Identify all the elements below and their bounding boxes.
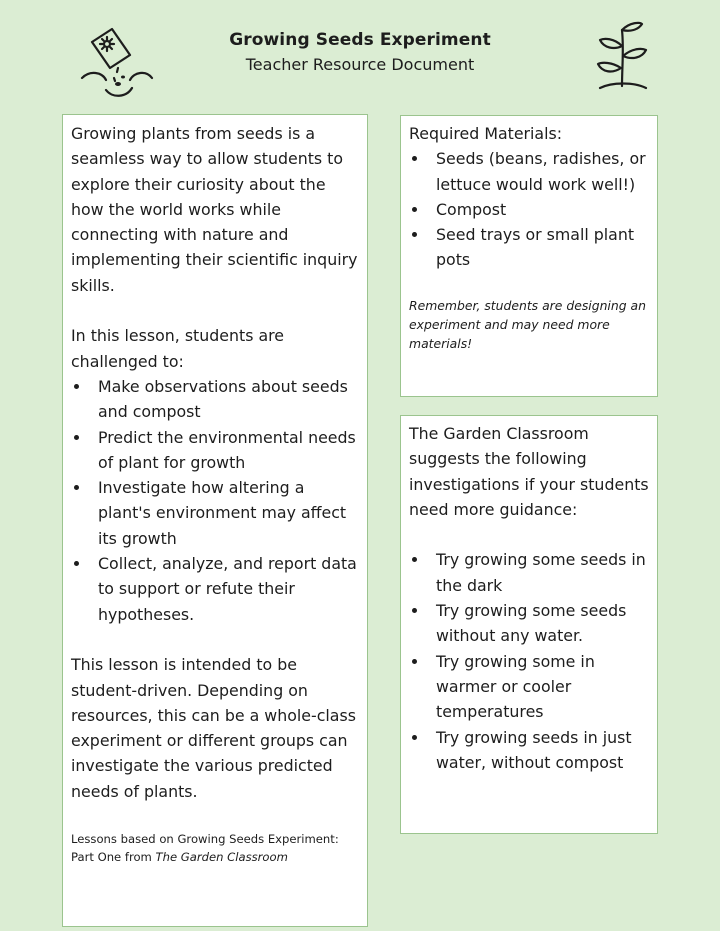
list-item: Try growing seeds in just water, without compost xyxy=(436,725,649,776)
list-item: Try growing some in warmer or cooler temperatures xyxy=(436,649,649,725)
materials-list xyxy=(409,146,649,272)
list-item: Collect, analyze, and report data to support or refute their hypotheses. xyxy=(98,551,359,627)
list-item: Try growing some seeds without any water. xyxy=(436,598,649,649)
list-item: Compost xyxy=(436,197,649,222)
student-driven-paragraph: This lesson is intended to be student-driven. Depending on resources, this can be a whole-class experiment or different groups can investigate the various predicted needs of plants. xyxy=(71,655,356,801)
list-item: Seeds (beans, radishes, or lettuce would work well!) xyxy=(436,146,649,197)
credit-source: The Garden Classroom xyxy=(155,850,288,865)
materials-card xyxy=(400,115,658,397)
intro-card xyxy=(62,114,368,927)
list-item: Seed trays or small plant pots xyxy=(436,222,649,273)
investigations-list xyxy=(409,547,649,775)
objectives-list xyxy=(71,374,359,627)
source-credit xyxy=(71,830,359,866)
list-item: Investigate how altering a plant's environment may affect its growth xyxy=(98,475,359,551)
page-subtitle: Teacher Resource Document xyxy=(245,55,475,74)
investigations-card xyxy=(400,415,658,834)
investigations-intro: The Garden Classroom suggests the following investigations if your students need more guidance: xyxy=(409,424,649,519)
sprouting-plant-icon xyxy=(592,16,652,92)
lesson-lead: In this lesson, students are challenged to: xyxy=(71,326,285,371)
page-title: Growing Seeds Experiment xyxy=(229,30,491,50)
materials-note: Remember, students are designing an experiment and may need more materials! xyxy=(409,297,646,351)
page-header xyxy=(0,0,720,100)
intro-paragraph: Growing plants from seeds is a seamless way to allow students to explore their curiosity about the how the world works while connecting with nature and implementing their scientific inquiry skills. xyxy=(71,124,358,295)
credit-prefix: Lessons based on Growing Seeds Experiment: Part One from xyxy=(71,832,339,865)
materials-heading: Required Materials: xyxy=(409,124,563,143)
list-item: Make observations about seeds and compost xyxy=(98,374,359,425)
list-item: Predict the environmental needs of plant for growth xyxy=(98,425,359,476)
list-item: Try growing some seeds in the dark xyxy=(436,547,649,598)
